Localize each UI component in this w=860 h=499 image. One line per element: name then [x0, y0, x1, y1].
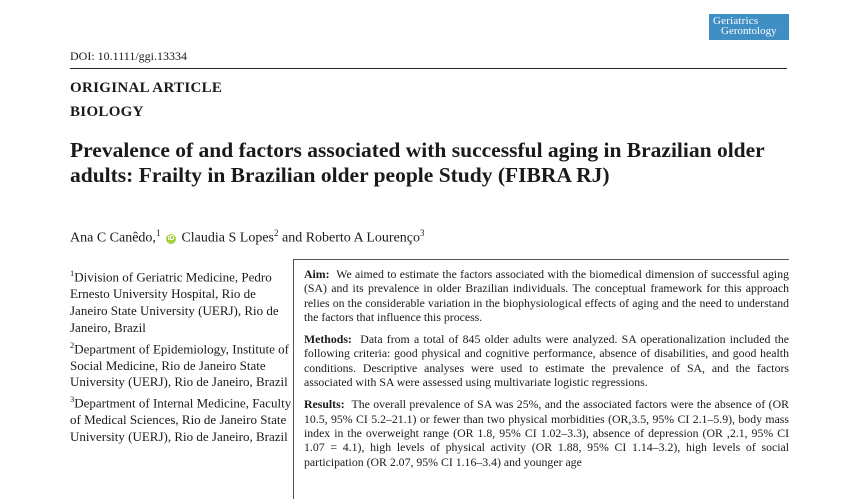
abstract-text: Data from a total of 845 older adults were analyzed. SA operationalization included the following criteria: good physical and cognitive performance, absence of disabilities, and good health conditions. Descriptive analyses were used to estimate the prevalence of SA, and the factors associated with SA were assessed using multivariate logistic regressions.: [304, 332, 789, 390]
journal-logo: [709, 14, 789, 40]
author-affil-sup: 2: [273, 228, 279, 238]
abstract-heading: Aim:: [304, 267, 330, 281]
author-name: Ana C Canêdo,: [70, 230, 156, 246]
affiliation-text: Division of Geriatric Medicine, Pedro Ernesto University Hospital, Rio de Janeiro State University (UERJ), Rio de Janeiro, Brazil: [70, 269, 279, 335]
abstract-heading: Results:: [304, 397, 345, 412]
affiliation-item: [70, 391, 295, 446]
abstract-text: The overall prevalence of SA was 25%, and the associated factors were the absence of (OR 10.5, 95% CI 5.2–21.1) or fewer than two physical morbidities (OR,3.5, 95% CI 2.1–5.9), body mass index in the overweight range (OR 1.8, 95% CI 1.02–3.3), absence of depression (OR ,2.1, 95% CI 1.07 = 4.1), high levels of physical activity (OR 1.88, 95% CI 1.14–3.2), high levels of social participation (OR 2.07, 95% CI 1.16–3.4) and younger age: [304, 397, 789, 469]
abstract-methods: [304, 332, 789, 389]
author-affil-sup: 3: [420, 228, 425, 238]
abstract-aim: [304, 267, 789, 324]
journal-logo-line1: Geriatrics: [713, 15, 759, 27]
article-title: Prevalence of and factors associated with successful aging in Brazilian older adults: Frailty in Brazilian older people Study (FIBRA RJ): [70, 138, 765, 187]
affiliation-item: [70, 265, 295, 337]
article-section: BIOLOGY: [70, 104, 144, 120]
affiliation-sup: 3: [70, 394, 75, 405]
author-list: [70, 228, 425, 247]
journal-logo-line2: Gerontology: [721, 25, 777, 37]
author-name: and Roberto A Lourenço: [281, 230, 421, 246]
header-divider: [70, 68, 787, 69]
doi-text: DOI: 10.1111/ggi.13334: [70, 49, 187, 63]
affiliation-sup: 1: [70, 268, 75, 278]
author-affil-sup: 1: [155, 228, 161, 238]
orcid-icon[interactable]: iD: [167, 234, 175, 242]
abstract-heading: Methods:: [304, 332, 352, 347]
affiliation-sup: 2: [70, 339, 75, 350]
affiliation-text: Department of Epidemiology, Institute of Social Medicine, Rio de Janeiro State University (UERJ), Rio de Janeiro, Brazil: [70, 340, 289, 390]
author-name: Claudia S Lopes: [181, 230, 274, 246]
article-type: ORIGINAL ARTICLE: [70, 80, 223, 96]
abstract-text: We aimed to estimate the factors associated with the biomedical dimension of successful aging (SA) and its prevalence in older Brazilian individuals. The conceptual framework for this approach relies on the considerable variation in the biophysiological effects of aging and the need to understand the factors that influence this process.: [304, 267, 789, 324]
abstract: [293, 259, 789, 499]
affiliation-text: Department of Internal Medicine, Faculty of Medical Sciences, Rio de Janeiro State University (UERJ), Rio de Janeiro, Brazil: [70, 395, 292, 445]
affiliation-item: [70, 337, 295, 392]
abstract-results: [304, 397, 789, 468]
affiliations: [70, 265, 295, 446]
